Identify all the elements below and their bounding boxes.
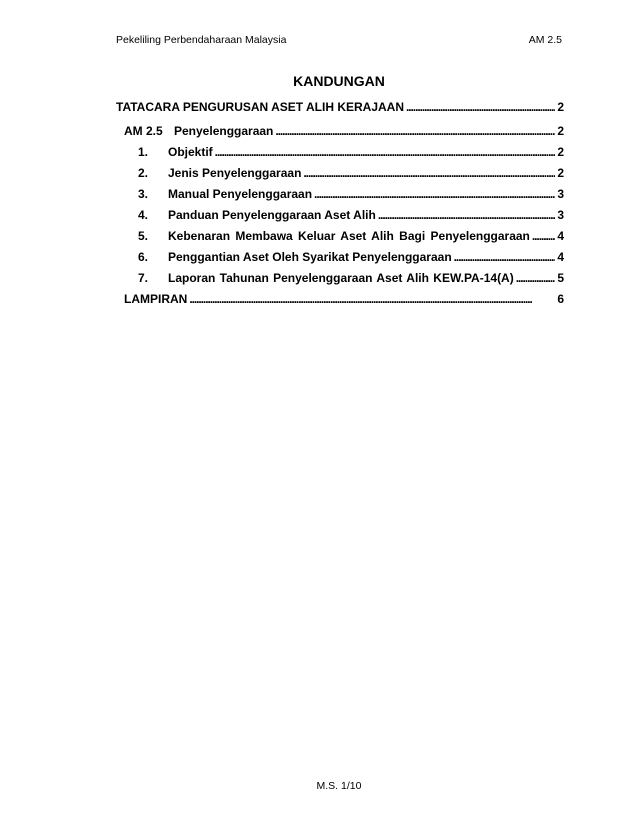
- toc-entry[interactable]: [138, 229, 564, 247]
- toc-entry-number: 4.: [138, 208, 149, 222]
- toc-entry-label: Manual Penyelenggaraan: [168, 187, 313, 201]
- toc-entry-page: 2: [557, 145, 564, 159]
- header-publication: Pekeliling Perbendaharaan Malaysia: [116, 34, 287, 46]
- toc-leader-dots: [532, 229, 555, 243]
- toc-entry-page: 4: [557, 250, 564, 264]
- toc-entry-number: 3.: [138, 187, 149, 201]
- toc-entry-number: 1.: [138, 145, 149, 159]
- toc-entry[interactable]: [138, 208, 564, 226]
- toc-entry[interactable]: [138, 166, 564, 184]
- toc-entry-page: 3: [557, 187, 564, 201]
- toc-entry-label: Objektif: [168, 145, 213, 159]
- toc-entry-page: 2: [557, 100, 564, 114]
- toc-entry-main[interactable]: [116, 100, 564, 118]
- toc-leader-dots: [378, 208, 555, 222]
- toc-entry-label: Jenis Penyelenggaraan: [168, 166, 302, 180]
- toc-entry[interactable]: [138, 145, 564, 163]
- toc-entry-page: 2: [557, 124, 564, 138]
- toc-entry-label: Kebenaran Membawa Keluar Aset Alih Bagi Penyelenggaraan: [168, 229, 530, 243]
- toc-entry-label: Panduan Penyelenggaraan Aset Alih: [168, 208, 376, 222]
- page-header: [116, 34, 562, 50]
- page-title: KANDUNGAN: [293, 73, 385, 89]
- toc-leader-dots: [215, 145, 556, 159]
- toc-entry-label: Laporan Tahunan Penyelenggaraan Aset Alih KEW.PA-14(A): [168, 271, 514, 285]
- toc-entry-page: 4: [557, 229, 564, 243]
- toc-entry-page: 2: [557, 166, 564, 180]
- toc-entry-page: 3: [557, 208, 564, 222]
- toc-leader-dots: [314, 187, 555, 201]
- toc-entry[interactable]: [138, 271, 564, 289]
- toc-leader-dots: [516, 271, 556, 285]
- toc-entry-number: 7.: [138, 271, 149, 285]
- toc-leader-dots: [275, 124, 555, 138]
- toc-leader-dots: [406, 100, 555, 114]
- toc-entry-number: AM 2.5: [124, 124, 163, 138]
- toc-entry-label: Penggantian Aset Oleh Syarikat Penyelenggaraan: [168, 250, 452, 264]
- toc-entry-section[interactable]: [124, 124, 564, 142]
- toc-entry-page: 6: [557, 292, 564, 306]
- toc-entry[interactable]: [138, 187, 564, 205]
- toc-entry-appendix[interactable]: [124, 292, 564, 310]
- toc-leader-dots: [189, 292, 555, 306]
- toc-entry-label: Penyelenggaraan: [174, 124, 274, 138]
- header-doc-code: AM 2.5: [528, 34, 562, 46]
- toc-entry-number: 2.: [138, 166, 149, 180]
- toc-leader-dots: [454, 250, 556, 264]
- toc-entry-label: TATACARA PENGURUSAN ASET ALIH KERAJAAN: [116, 100, 404, 114]
- toc-leader-dots: [303, 166, 555, 180]
- toc-entry-label: LAMPIRAN: [124, 292, 188, 306]
- toc-entry-page: 5: [557, 271, 564, 285]
- toc-entry[interactable]: [138, 250, 564, 268]
- toc-entry-number: 6.: [138, 250, 149, 264]
- toc-entry-number: 5.: [138, 229, 149, 243]
- page-number-footer: M.S. 1/10: [316, 780, 362, 792]
